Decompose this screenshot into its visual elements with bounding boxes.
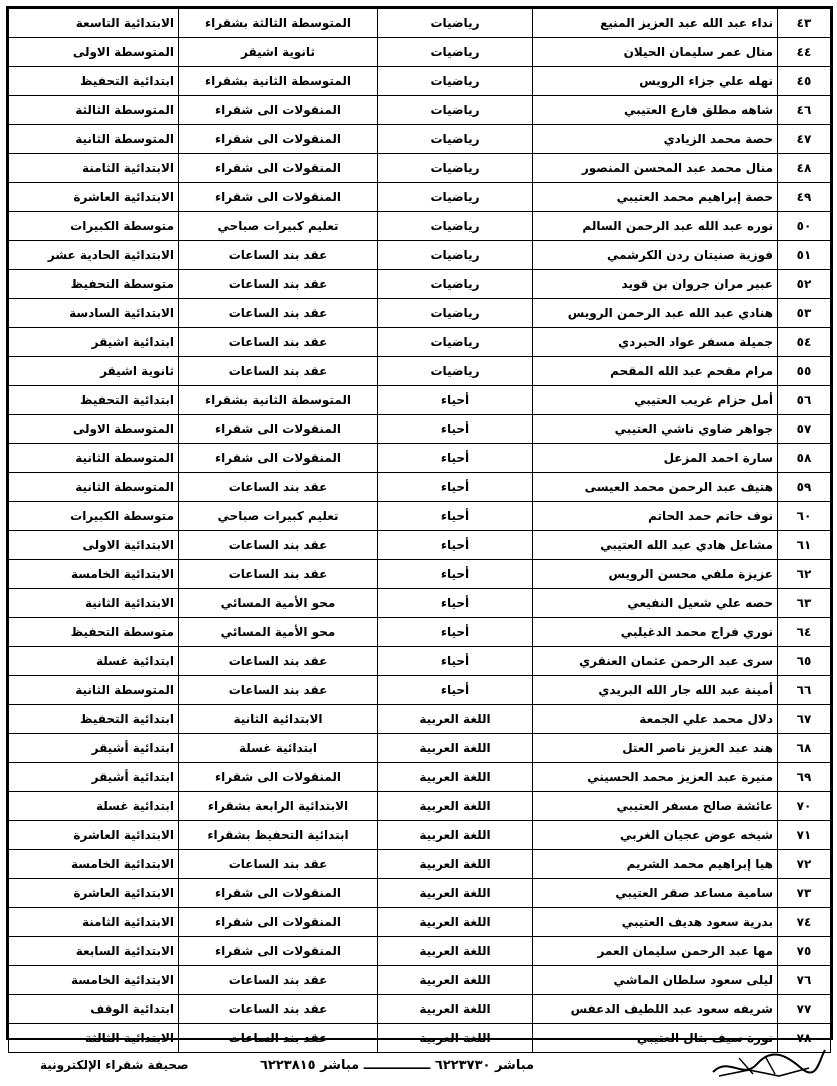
subject-cell: أحياء bbox=[378, 531, 533, 560]
current-school-cell: عقد بند الساعات bbox=[179, 1024, 378, 1053]
row-number-cell: ٤٣ bbox=[778, 9, 831, 38]
table-row bbox=[9, 386, 831, 415]
teacher-name-cell: نوف حاتم حمد الحاتم bbox=[533, 502, 778, 531]
teacher-name-cell: عزيزة ملفي محسن الرويس bbox=[533, 560, 778, 589]
table-row bbox=[9, 966, 831, 995]
current-school-cell: المنقولات الى شقراء bbox=[179, 183, 378, 212]
current-school-cell: عقد بند الساعات bbox=[179, 299, 378, 328]
row-number-cell: ٤٥ bbox=[778, 67, 831, 96]
current-school-cell: المنقولات الى شقراء bbox=[179, 937, 378, 966]
table-row bbox=[9, 125, 831, 154]
current-school-cell: عقد بند الساعات bbox=[179, 676, 378, 705]
subject-cell: رياضيات bbox=[378, 183, 533, 212]
subject-cell: رياضيات bbox=[378, 357, 533, 386]
table-row bbox=[9, 415, 831, 444]
assigned-school-cell: المتوسطة الاولى bbox=[9, 38, 179, 67]
assigned-school-cell: متوسطة التحفيظ bbox=[9, 270, 179, 299]
table-row bbox=[9, 560, 831, 589]
assigned-school-cell: الابتدائية التاسعة bbox=[9, 9, 179, 38]
table-body bbox=[9, 9, 831, 1053]
table-row bbox=[9, 879, 831, 908]
table-row bbox=[9, 676, 831, 705]
subject-cell: اللغة العربية bbox=[378, 763, 533, 792]
row-number-cell: ٥٢ bbox=[778, 270, 831, 299]
row-number-cell: ٦٠ bbox=[778, 502, 831, 531]
table-row bbox=[9, 38, 831, 67]
current-school-cell: المنقولات الى شقراء bbox=[179, 154, 378, 183]
subject-cell: اللغة العربية bbox=[378, 966, 533, 995]
subject-cell: رياضيات bbox=[378, 9, 533, 38]
row-number-cell: ٤٤ bbox=[778, 38, 831, 67]
table-row bbox=[9, 154, 831, 183]
table-row bbox=[9, 357, 831, 386]
row-number-cell: ٥٧ bbox=[778, 415, 831, 444]
subject-cell: رياضيات bbox=[378, 67, 533, 96]
table-row bbox=[9, 299, 831, 328]
current-school-cell: عقد بند الساعات bbox=[179, 270, 378, 299]
subject-cell: أحياء bbox=[378, 502, 533, 531]
subject-cell: أحياء bbox=[378, 560, 533, 589]
assigned-school-cell: الابتدائية الخامسة bbox=[9, 850, 179, 879]
subject-cell: رياضيات bbox=[378, 328, 533, 357]
assigned-school-cell: الابتدائية الخامسة bbox=[9, 966, 179, 995]
assigned-school-cell: الابتدائية الثانية bbox=[9, 589, 179, 618]
row-number-cell: ٦٣ bbox=[778, 589, 831, 618]
table-row bbox=[9, 444, 831, 473]
row-number-cell: ٥١ bbox=[778, 241, 831, 270]
current-school-cell: المتوسطة الثانية بشقراء bbox=[179, 67, 378, 96]
teacher-name-cell: منال عمر سليمان الحيلان bbox=[533, 38, 778, 67]
subject-cell: أحياء bbox=[378, 473, 533, 502]
row-number-cell: ٦٦ bbox=[778, 676, 831, 705]
assigned-school-cell: الابتدائية الثامنة bbox=[9, 908, 179, 937]
subject-cell: أحياء bbox=[378, 647, 533, 676]
row-number-cell: ٤٦ bbox=[778, 96, 831, 125]
current-school-cell: عقد بند الساعات bbox=[179, 241, 378, 270]
assignment-table bbox=[8, 8, 831, 1053]
teacher-name-cell: حصه علي شعيل النفيعي bbox=[533, 589, 778, 618]
current-school-cell: ابتدائية غسلة bbox=[179, 734, 378, 763]
current-school-cell: المنقولات الى شقراء bbox=[179, 96, 378, 125]
assigned-school-cell: ابتدائية غسلة bbox=[9, 647, 179, 676]
current-school-cell: عقد بند الساعات bbox=[179, 357, 378, 386]
assigned-school-cell: الابتدائية السابعة bbox=[9, 937, 179, 966]
teacher-name-cell: مشاعل هادي عبد الله العتيبي bbox=[533, 531, 778, 560]
table-row bbox=[9, 995, 831, 1024]
teacher-name-cell: حصة إبراهيم محمد العتيبي bbox=[533, 183, 778, 212]
subject-cell: اللغة العربية bbox=[378, 705, 533, 734]
row-number-cell: ٥٦ bbox=[778, 386, 831, 415]
table-row bbox=[9, 502, 831, 531]
assigned-school-cell: ابتدائية أشيقر bbox=[9, 734, 179, 763]
row-number-cell: ٥٥ bbox=[778, 357, 831, 386]
row-number-cell: ٧٤ bbox=[778, 908, 831, 937]
row-number-cell: ٦٤ bbox=[778, 618, 831, 647]
table-row bbox=[9, 328, 831, 357]
table-row bbox=[9, 270, 831, 299]
row-number-cell: ٤٨ bbox=[778, 154, 831, 183]
teacher-name-cell: نوري فراج محمد الدغيلبي bbox=[533, 618, 778, 647]
current-school-cell: المنقولات الى شقراء bbox=[179, 125, 378, 154]
table-row bbox=[9, 705, 831, 734]
teacher-name-cell: سامية مساعد صقر العتيبي bbox=[533, 879, 778, 908]
table-row bbox=[9, 9, 831, 38]
subject-cell: رياضيات bbox=[378, 299, 533, 328]
assigned-school-cell: ابتدائية غسلة bbox=[9, 792, 179, 821]
row-number-cell: ٥٠ bbox=[778, 212, 831, 241]
assigned-school-cell: ابتدائية التحفيظ bbox=[9, 67, 179, 96]
subject-cell: اللغة العربية bbox=[378, 1024, 533, 1053]
subject-cell: رياضيات bbox=[378, 38, 533, 67]
subject-cell: رياضيات bbox=[378, 154, 533, 183]
subject-cell: اللغة العربية bbox=[378, 792, 533, 821]
current-school-cell: المنقولات الى شقراء bbox=[179, 444, 378, 473]
assigned-school-cell: ابتدائية اشيقر bbox=[9, 328, 179, 357]
teacher-name-cell: هيا إبراهيم محمد الشريم bbox=[533, 850, 778, 879]
current-school-cell: عقد بند الساعات bbox=[179, 560, 378, 589]
current-school-cell: تعليم كبيرات صباحي bbox=[179, 212, 378, 241]
assigned-school-cell: الابتدائية الثامنة bbox=[9, 154, 179, 183]
teacher-name-cell: نداء عبد الله عبد العزيز المنيع bbox=[533, 9, 778, 38]
assigned-school-cell: الابتدائية السادسة bbox=[9, 299, 179, 328]
current-school-cell: عقد بند الساعات bbox=[179, 328, 378, 357]
row-number-cell: ٤٩ bbox=[778, 183, 831, 212]
row-number-cell: ٦١ bbox=[778, 531, 831, 560]
teacher-name-cell: هتيف عبد الرحمن محمد العيسى bbox=[533, 473, 778, 502]
current-school-cell: ابتدائية التحفيظ بشقراء bbox=[179, 821, 378, 850]
table-row bbox=[9, 850, 831, 879]
assigned-school-cell: ابتدائية أشيقر bbox=[9, 763, 179, 792]
assigned-school-cell: الابتدائية العاشرة bbox=[9, 821, 179, 850]
subject-cell: اللغة العربية bbox=[378, 937, 533, 966]
teacher-name-cell: ليلى سعود سلطان الماشي bbox=[533, 966, 778, 995]
assigned-school-cell: ثانوية اشيقر bbox=[9, 357, 179, 386]
subject-cell: رياضيات bbox=[378, 270, 533, 299]
assigned-school-cell: متوسطة الكبيرات bbox=[9, 502, 179, 531]
teacher-name-cell: نورة سيف بتال العتيبي bbox=[533, 1024, 778, 1053]
row-number-cell: ٧٦ bbox=[778, 966, 831, 995]
table-row bbox=[9, 589, 831, 618]
current-school-cell: المنقولات الى شقراء bbox=[179, 908, 378, 937]
current-school-cell: الابتدائية الرابعة بشقراء bbox=[179, 792, 378, 821]
current-school-cell: عقد بند الساعات bbox=[179, 966, 378, 995]
subject-cell: اللغة العربية bbox=[378, 995, 533, 1024]
row-number-cell: ٥٣ bbox=[778, 299, 831, 328]
teacher-name-cell: جواهر ضاوي ناشي العتيبي bbox=[533, 415, 778, 444]
table-row bbox=[9, 473, 831, 502]
row-number-cell: ٧٣ bbox=[778, 879, 831, 908]
teacher-name-cell: مرام مقحم عبد الله المقحم bbox=[533, 357, 778, 386]
row-number-cell: ٧٧ bbox=[778, 995, 831, 1024]
subject-cell: أحياء bbox=[378, 618, 533, 647]
row-number-cell: ٦٩ bbox=[778, 763, 831, 792]
assigned-school-cell: المتوسطة الاولى bbox=[9, 415, 179, 444]
row-number-cell: ٧٨ bbox=[778, 1024, 831, 1053]
current-school-cell: محو الأمية المسائي bbox=[179, 618, 378, 647]
teacher-name-cell: شاهه مطلق فارع العتيبي bbox=[533, 96, 778, 125]
assigned-school-cell: ابتدائية التحفيظ bbox=[9, 386, 179, 415]
footer-phone-numbers: مباشر ٦٢٢٣٧٣٠ ـــــــــــــــ مباشر ٦٢٢٣٨١٥ bbox=[260, 1058, 535, 1073]
row-number-cell: ٧٢ bbox=[778, 850, 831, 879]
current-school-cell: محو الأمية المسائي bbox=[179, 589, 378, 618]
assigned-school-cell: ابتدائية الوقف bbox=[9, 995, 179, 1024]
assignment-table-sheet bbox=[6, 6, 833, 1045]
table-row bbox=[9, 821, 831, 850]
teacher-name-cell: أمينة عبد الله جار الله البريدي bbox=[533, 676, 778, 705]
current-school-cell: المتوسطة الثالثة بشقراء bbox=[179, 9, 378, 38]
subject-cell: اللغة العربية bbox=[378, 821, 533, 850]
subject-cell: رياضيات bbox=[378, 241, 533, 270]
row-number-cell: ٧٥ bbox=[778, 937, 831, 966]
subject-cell: اللغة العربية bbox=[378, 734, 533, 763]
assigned-school-cell: متوسطة الكبيرات bbox=[9, 212, 179, 241]
row-number-cell: ٥٤ bbox=[778, 328, 831, 357]
table-row bbox=[9, 792, 831, 821]
assigned-school-cell: المتوسطة الثانية bbox=[9, 473, 179, 502]
table-row bbox=[9, 937, 831, 966]
teacher-name-cell: هنادي عبد الله عبد الرحمن الرويس bbox=[533, 299, 778, 328]
current-school-cell: المنقولات الى شقراء bbox=[179, 879, 378, 908]
assigned-school-cell: المتوسطة الثالثة bbox=[9, 96, 179, 125]
handwritten-signature bbox=[709, 1046, 829, 1082]
teacher-name-cell: دلال محمد علي الجمعة bbox=[533, 705, 778, 734]
subject-cell: أحياء bbox=[378, 415, 533, 444]
teacher-name-cell: مها عبد الرحمن سليمان العمر bbox=[533, 937, 778, 966]
current-school-cell: المتوسطة الثانية بشقراء bbox=[179, 386, 378, 415]
table-row bbox=[9, 531, 831, 560]
table-row bbox=[9, 734, 831, 763]
footer-source-label: صحيفة شقراء الإلكترونية bbox=[40, 1058, 189, 1072]
row-number-cell: ٧١ bbox=[778, 821, 831, 850]
current-school-cell: عقد بند الساعات bbox=[179, 473, 378, 502]
assigned-school-cell: الابتدائية العاشرة bbox=[9, 879, 179, 908]
assigned-school-cell: المتوسطة الثانية bbox=[9, 125, 179, 154]
teacher-name-cell: منال محمد عبد المحسن المنصور bbox=[533, 154, 778, 183]
row-number-cell: ٧٠ bbox=[778, 792, 831, 821]
subject-cell: رياضيات bbox=[378, 125, 533, 154]
teacher-name-cell: فوزية صنيتان ردن الكرشمي bbox=[533, 241, 778, 270]
subject-cell: رياضيات bbox=[378, 212, 533, 241]
assigned-school-cell: متوسطة التحفيظ bbox=[9, 618, 179, 647]
subject-cell: أحياء bbox=[378, 386, 533, 415]
subject-cell: أحياء bbox=[378, 676, 533, 705]
current-school-cell: المنقولات الى شقراء bbox=[179, 763, 378, 792]
table-row bbox=[9, 647, 831, 676]
row-number-cell: ٦٨ bbox=[778, 734, 831, 763]
page-footer bbox=[0, 1040, 837, 1086]
teacher-name-cell: سارة احمد المزعل bbox=[533, 444, 778, 473]
subject-cell: أحياء bbox=[378, 444, 533, 473]
teacher-name-cell: سرى عبد الرحمن عثمان العنقري bbox=[533, 647, 778, 676]
teacher-name-cell: شيخه عوض عجيان الغربي bbox=[533, 821, 778, 850]
teacher-name-cell: نوره عبد الله عبد الرحمن السالم bbox=[533, 212, 778, 241]
teacher-name-cell: حصة محمد الزيادي bbox=[533, 125, 778, 154]
row-number-cell: ٦٧ bbox=[778, 705, 831, 734]
assigned-school-cell: ابتدائية التحفيظ bbox=[9, 705, 179, 734]
current-school-cell: المنقولات الى شقراء bbox=[179, 415, 378, 444]
row-number-cell: ٦٥ bbox=[778, 647, 831, 676]
table-row bbox=[9, 183, 831, 212]
assigned-school-cell: الابتدائية العاشرة bbox=[9, 183, 179, 212]
row-number-cell: ٥٩ bbox=[778, 473, 831, 502]
teacher-name-cell: هند عبد العزيز ناصر العتل bbox=[533, 734, 778, 763]
assigned-school-cell: الابتدائية الحادية عشر bbox=[9, 241, 179, 270]
subject-cell: اللغة العربية bbox=[378, 850, 533, 879]
assigned-school-cell: المتوسطة الثانية bbox=[9, 676, 179, 705]
row-number-cell: ٤٧ bbox=[778, 125, 831, 154]
table-row bbox=[9, 908, 831, 937]
assigned-school-cell: الابتدائية الثالثة bbox=[9, 1024, 179, 1053]
teacher-name-cell: نهله علي جزاء الرويس bbox=[533, 67, 778, 96]
table-row bbox=[9, 212, 831, 241]
assigned-school-cell: الابتدائية الخامسة bbox=[9, 560, 179, 589]
table-row bbox=[9, 96, 831, 125]
current-school-cell: عقد بند الساعات bbox=[179, 647, 378, 676]
table-row bbox=[9, 241, 831, 270]
current-school-cell: تعليم كبيرات صباحي bbox=[179, 502, 378, 531]
teacher-name-cell: أمل حزام غريب العتيبي bbox=[533, 386, 778, 415]
teacher-name-cell: بدرية سعود هديف العتيبي bbox=[533, 908, 778, 937]
teacher-name-cell: عبير مران جروان بن قويد bbox=[533, 270, 778, 299]
table-row bbox=[9, 763, 831, 792]
row-number-cell: ٥٨ bbox=[778, 444, 831, 473]
teacher-name-cell: منيرة عبد العزيز محمد الحسيني bbox=[533, 763, 778, 792]
teacher-name-cell: عائشة صالح مسفر العتيبي bbox=[533, 792, 778, 821]
teacher-name-cell: جميلة مسفر عواد الحبردي bbox=[533, 328, 778, 357]
subject-cell: رياضيات bbox=[378, 96, 533, 125]
current-school-cell: عقد بند الساعات bbox=[179, 531, 378, 560]
table-row bbox=[9, 67, 831, 96]
subject-cell: أحياء bbox=[378, 589, 533, 618]
row-number-cell: ٦٢ bbox=[778, 560, 831, 589]
current-school-cell: عقد بند الساعات bbox=[179, 995, 378, 1024]
subject-cell: اللغة العربية bbox=[378, 908, 533, 937]
assigned-school-cell: المتوسطة الثانية bbox=[9, 444, 179, 473]
current-school-cell: ثانوية اشيقر bbox=[179, 38, 378, 67]
teacher-name-cell: شريفه سعود عبد اللطيف الدعفس bbox=[533, 995, 778, 1024]
current-school-cell: عقد بند الساعات bbox=[179, 850, 378, 879]
current-school-cell: الابتدائية الثانية bbox=[179, 705, 378, 734]
assigned-school-cell: الابتدائية الاولى bbox=[9, 531, 179, 560]
subject-cell: اللغة العربية bbox=[378, 879, 533, 908]
table-row bbox=[9, 618, 831, 647]
